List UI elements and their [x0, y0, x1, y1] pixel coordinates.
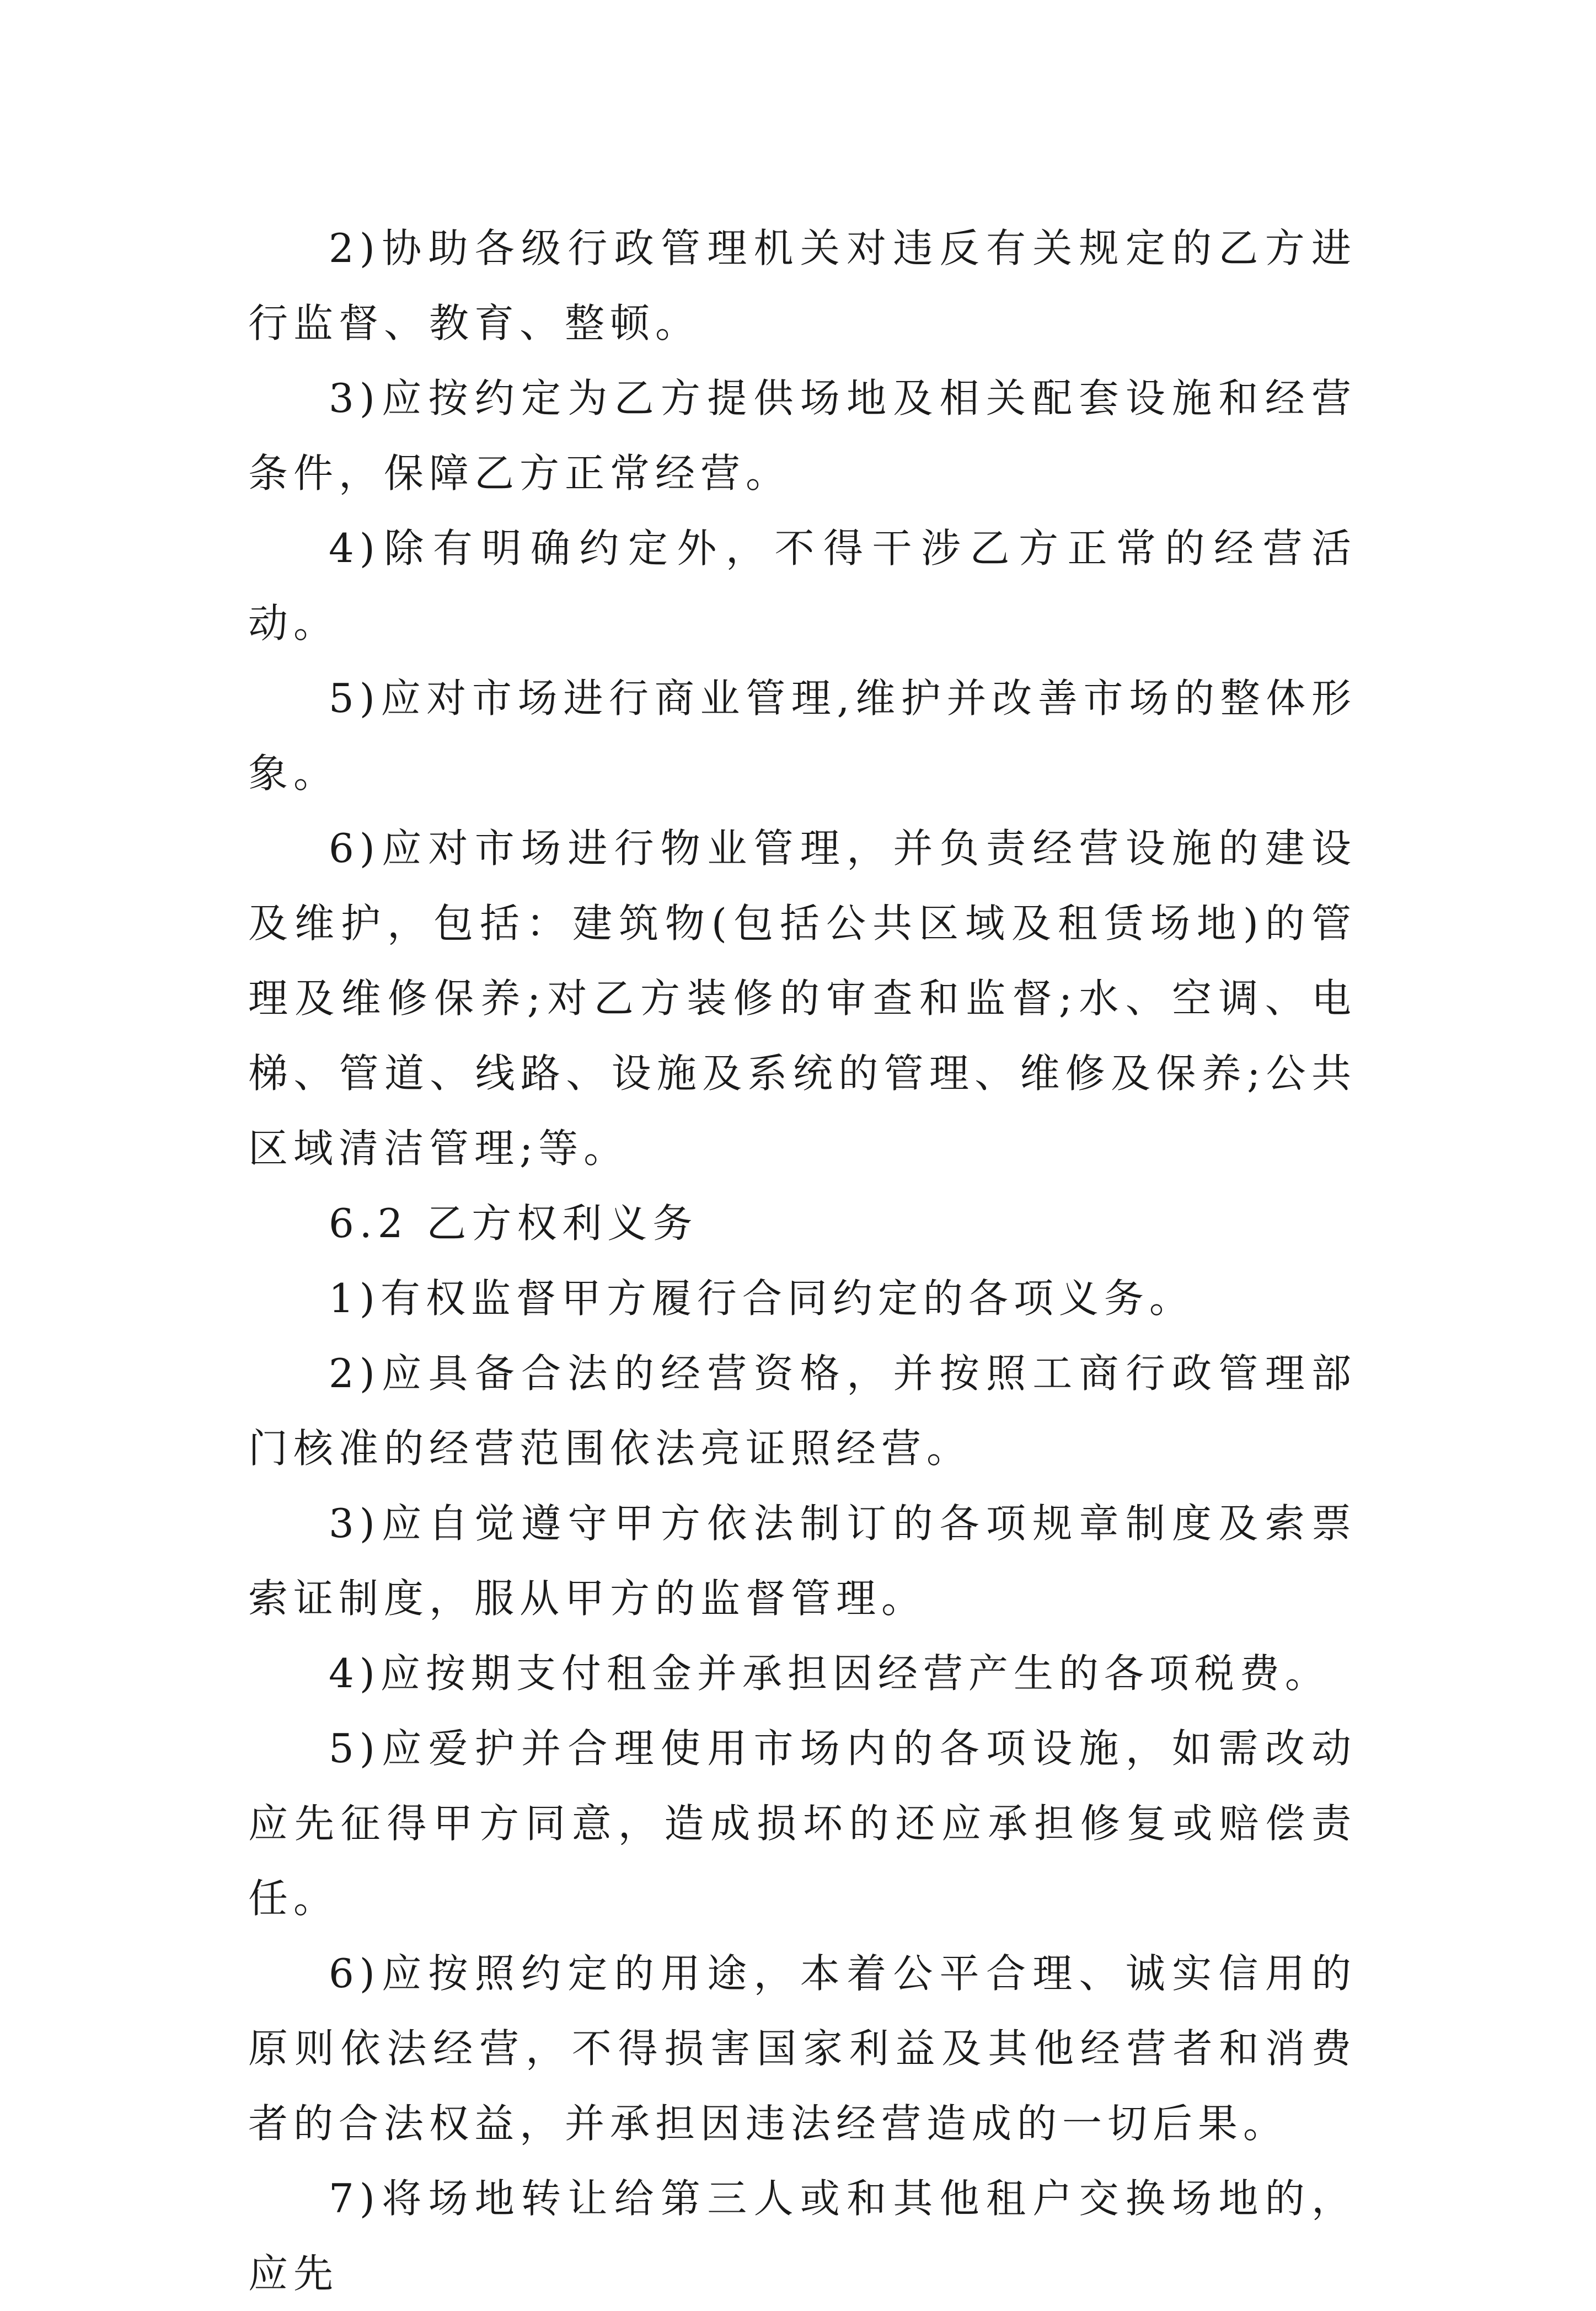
paragraph-obligation-3: 3)应按约定为乙方提供场地及相关配套设施和经营条件，保障乙方正常经营。	[248, 375, 1357, 496]
paragraph-obligation-5: 5)应对市场进行商业管理,维护并改善市场的整体形象。	[248, 675, 1357, 796]
paragraph-right-5: 5)应爱护并合理使用市场内的各项设施，如需改动应先征得甲方同意，造成损坏的还应承担修复或赔偿责任。	[248, 1725, 1357, 1922]
paragraph-obligation-2: 2)协助各级行政管理机关对违反有关规定的乙方进行监督、教育、整顿。	[248, 225, 1357, 346]
paragraph-right-3: 3)应自觉遵守甲方依法制订的各项规章制度及索票索证制度，服从甲方的监督管理。	[248, 1500, 1357, 1622]
paragraph-obligation-6: 6)应对市场进行物业管理，并负责经营设施的建设及维护，包括：建筑物(包括公共区域及租赁场地)的管理及维修保养;对乙方装修的审查和监督;水、空调、电梯、管道、线路、设施及系统的管理、维修及保养;公共区域清洁管理;等。	[248, 825, 1357, 1171]
section-heading-6-2: 6.2 乙方权利义务	[329, 1200, 698, 1247]
paragraph-obligation-4: 4)除有明确约定外，不得干涉乙方正常的经营活动。	[248, 525, 1357, 646]
document-body	[248, 211, 1357, 2311]
paragraph-right-7: 7)将场地转让给第三人或和其他租户交换场地的，应先	[248, 2175, 1357, 2297]
paragraph-right-4: 4)应按期支付租金并承担因经营产生的各项税费。	[329, 1650, 1330, 1697]
paragraph-right-2: 2)应具备合法的经营资格，并按照工商行政管理部门核准的经营范围依法亮证照经营。	[248, 1350, 1357, 1472]
paragraph-right-1: 1)有权监督甲方履行合同约定的各项义务。	[329, 1275, 1195, 1322]
paragraph-right-6: 6)应按照约定的用途，本着公平合理、诚实信用的原则依法经营，不得损害国家利益及其他经营者和消费者的合法权益，并承担因违法经营造成的一切后果。	[248, 1950, 1357, 2147]
